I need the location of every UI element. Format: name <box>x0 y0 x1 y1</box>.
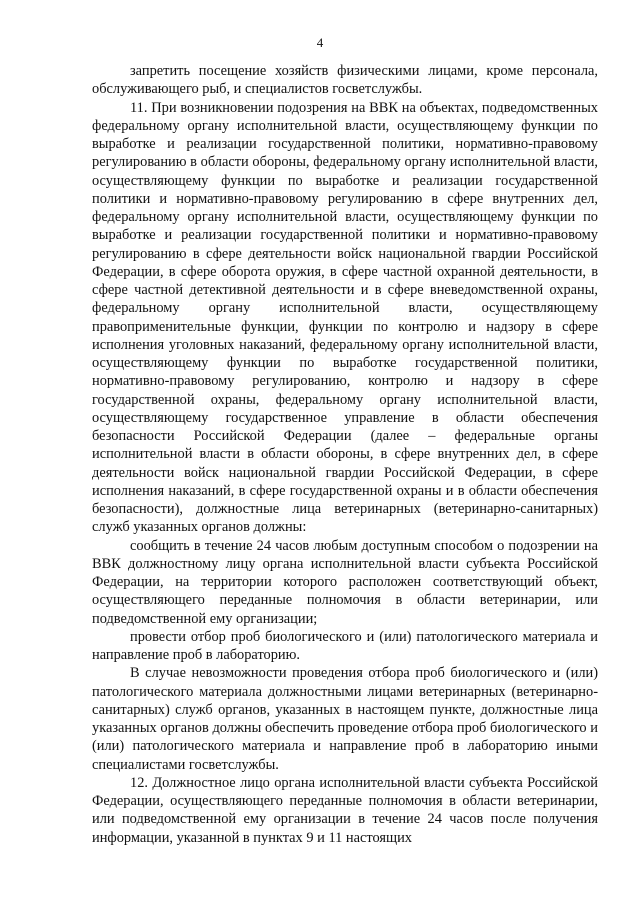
page-number: 4 <box>316 35 324 50</box>
document-body <box>92 62 598 847</box>
paragraph-item-11: 11. При возникновении подозрения на ВВК на объектах, подведомственных федеральному органу исполнительной власти, осуществляющему функции по выработке и реализации государственной политики, нормативно-правовому регулированию в области обороны, федеральному органу исполнительной власти, осуществляющему функции по выработке и реализации государственной политики и нормативно-правовому регулированию в сфере внутренних дел, федеральному органу исполнительной власти, осуществляющему функции по выработке и реализации государственной политики и нормативно-правовому регулированию в сфере деятельности войск национальной гвардии Российской Федерации, в сфере оборота оружия, в сфере частной охранной деятельности, в сфере частной детективной деятельности и в сфере вневедомственной охраны, федеральному органу исполнительной власти, осуществляющему правоприменительные функции, функции по контролю и надзору в сфере исполнения уголовных наказаний, федеральному органу исполнительной власти, осуществляющему функции по выработке государственной политики, нормативно-правовому регулированию, контролю и надзору в сфере государственной охраны, федеральному органу исполнительной власти, осуществляющему государственное управление в области обеспечения безопасности Российской Федерации (далее – федеральные органы исполнительной власти в области обороны, в сфере внутренних дел, в сфере деятельности войск национальной гвардии Российской Федерации, в сфере исполнения наказаний, в сфере государственной охраны и в области обеспечения безопасности), должностные лица ветеринарных (ветеринарно-санитарных) служб указанных органов должны: <box>92 99 598 536</box>
paragraph-report-suspicion: сообщить в течение 24 часов любым доступным способом о подозрении на ВВК должностному лицу органа исполнительной власти субъекта Российской Федерации, на территории которого расположен соответствующий объект, осуществляющего переданные полномочия в области ветеринарии, или подведомственной ему организации; <box>92 537 598 627</box>
paragraph-item-12: 12. Должностное лицо органа исполнительной власти субъекта Российской Федерации, осуществляющего переданные полномочия в области ветеринарии, или подведомственной ему организации в течение 24 часов после получения информации, указанной в пунктах 9 и 11 настоящих <box>92 774 598 846</box>
paragraph-sampling: провести отбор проб биологического и (или) патологического материала и направление проб в лабораторию. <box>92 628 598 663</box>
paragraph-intro-continued: запретить посещение хозяйств физическими лицами, кроме персонала, обслуживающего рыб, и специалистов госветслужбы. <box>92 63 598 98</box>
paragraph-sampling-exception: В случае невозможности проведения отбора проб биологического и (или) патологического материала должностными лицами ветеринарных (ветеринарно-санитарных) служб органов, указанных в настоящем пункте, должностные лица указанных органов должны обеспечить проведение отбора проб биологического и (или) патологического материала и направление проб в лабораторию иными специалистами госветслужбы. <box>92 665 598 773</box>
